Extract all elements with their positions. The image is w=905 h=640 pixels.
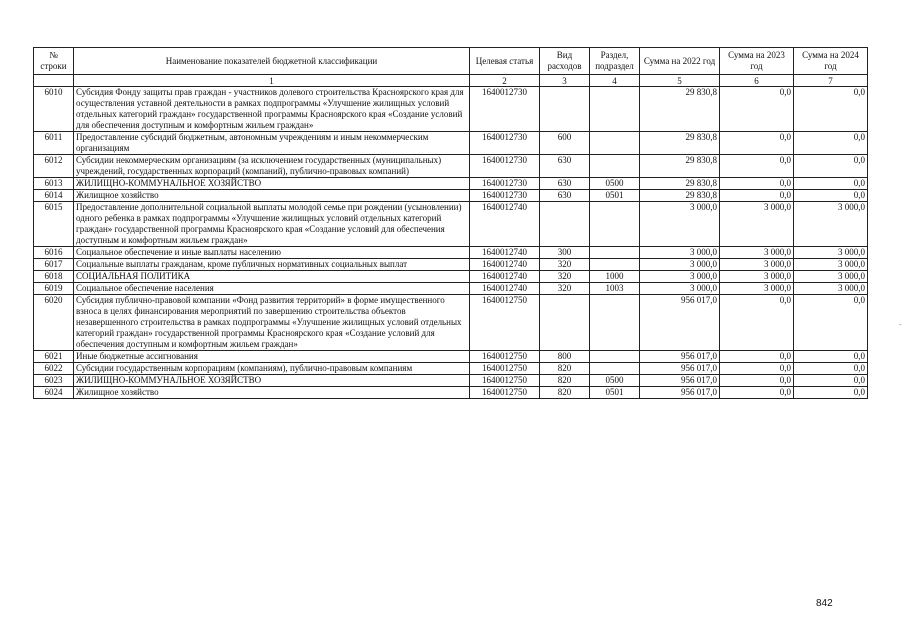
row-number-cell: 6015 xyxy=(34,202,74,247)
target-article-cell: 1640012730 xyxy=(470,155,540,178)
target-article-cell: 1640012750 xyxy=(470,375,540,387)
sum-2023-cell: 3 000,0 xyxy=(720,247,794,259)
indicator-name-cell: СОЦИАЛЬНАЯ ПОЛИТИКА xyxy=(74,271,470,283)
table-row xyxy=(34,375,868,387)
row-number-cell: 6023 xyxy=(34,375,74,387)
target-article-cell: 1640012730 xyxy=(470,178,540,190)
sum-2023-cell: 3 000,0 xyxy=(720,202,794,247)
header-name: Наименование показателей бюджетной классификации xyxy=(74,48,470,75)
target-article-cell: 1640012740 xyxy=(470,271,540,283)
expense-type-cell: 820 xyxy=(540,363,590,375)
sum-2024-cell: 0,0 xyxy=(794,363,868,375)
indicator-name-cell: Субсидия Фонду защиты прав граждан - участников долевого строительства Красноярского края для осуществления уставной деятельности в рамках подпрограммы «Улучшение жилищных условий отдельных категорий граждан» государственной программы Красноярского края «Создание условий для обеспечения доступным и комфортным жильем граждан» xyxy=(74,87,470,132)
sum-2024-cell: 3 000,0 xyxy=(794,202,868,247)
section-cell: 0501 xyxy=(590,190,640,202)
col-number: 6 xyxy=(720,75,794,87)
target-article-cell: 1640012740 xyxy=(470,283,540,295)
budget-table xyxy=(33,47,868,399)
target-article-cell: 1640012750 xyxy=(470,295,540,351)
sum-2023-cell: 0,0 xyxy=(720,155,794,178)
section-cell xyxy=(590,295,640,351)
sum-2024-cell: 0,0 xyxy=(794,87,868,132)
sum-2022-cell: 956 017,0 xyxy=(640,351,720,363)
header-section: Раздел, подраздел xyxy=(590,48,640,75)
row-number-cell: 6019 xyxy=(34,283,74,295)
table-row xyxy=(34,178,868,190)
table-row xyxy=(34,271,868,283)
sum-2022-cell: 956 017,0 xyxy=(640,387,720,399)
row-number-cell: 6021 xyxy=(34,351,74,363)
sum-2023-cell: 0,0 xyxy=(720,132,794,155)
indicator-name-cell: Предоставление дополнительной социальной выплаты молодой семье при рождении (усыновлении) одного ребенка в рамках подпрограммы «Улучшение жилищных условий отдельных категорий граждан» государственной программы Красноярского края «Создание условий для обеспечения доступным и комфортным жильем граждан» xyxy=(74,202,470,247)
expense-type-cell: 630 xyxy=(540,178,590,190)
target-article-cell: 1640012740 xyxy=(470,247,540,259)
table-row xyxy=(34,155,868,178)
section-cell: 1000 xyxy=(590,271,640,283)
sum-2024-cell: 3 000,0 xyxy=(794,271,868,283)
row-number-cell: 6022 xyxy=(34,363,74,375)
row-number-cell: 6016 xyxy=(34,247,74,259)
indicator-name-cell: Социальные выплаты гражданам, кроме публичных нормативных социальных выплат xyxy=(74,259,470,271)
header-row-no: № строки xyxy=(34,48,74,75)
col-number: 5 xyxy=(640,75,720,87)
section-cell xyxy=(590,363,640,375)
expense-type-cell: 600 xyxy=(540,132,590,155)
sum-2023-cell: 0,0 xyxy=(720,363,794,375)
sum-2022-cell: 29 830,8 xyxy=(640,190,720,202)
target-article-cell: 1640012750 xyxy=(470,351,540,363)
sum-2022-cell: 3 000,0 xyxy=(640,271,720,283)
indicator-name-cell: Жилищное хозяйство xyxy=(74,190,470,202)
sum-2024-cell: 3 000,0 xyxy=(794,283,868,295)
indicator-name-cell: Субсидии государственным корпорациям (компаниям), публично-правовым компаниям xyxy=(74,363,470,375)
header-sum-2024: Сумма на 2024 год xyxy=(794,48,868,75)
row-number-cell: 6018 xyxy=(34,271,74,283)
target-article-cell: 1640012740 xyxy=(470,202,540,247)
sum-2023-cell: 0,0 xyxy=(720,387,794,399)
table-row xyxy=(34,202,868,247)
column-number-row xyxy=(34,75,868,87)
header-expense-type: Вид расходов xyxy=(540,48,590,75)
table-row xyxy=(34,190,868,202)
expense-type-cell: 320 xyxy=(540,271,590,283)
sum-2024-cell: 0,0 xyxy=(794,178,868,190)
sum-2022-cell: 3 000,0 xyxy=(640,202,720,247)
sum-2024-cell: 0,0 xyxy=(794,132,868,155)
row-number-cell: 6020 xyxy=(34,295,74,351)
indicator-name-cell: Жилищное хозяйство xyxy=(74,387,470,399)
sum-2022-cell: 29 830,8 xyxy=(640,132,720,155)
sum-2024-cell: 0,0 xyxy=(794,375,868,387)
sum-2022-cell: 29 830,8 xyxy=(640,155,720,178)
table-row xyxy=(34,295,868,351)
section-cell xyxy=(590,351,640,363)
header-sum-2022: Сумма на 2022 год xyxy=(640,48,720,75)
table-row xyxy=(34,259,868,271)
sum-2024-cell: 3 000,0 xyxy=(794,247,868,259)
expense-type-cell xyxy=(540,295,590,351)
table-row xyxy=(34,132,868,155)
row-number-cell: 6014 xyxy=(34,190,74,202)
sum-2023-cell: 3 000,0 xyxy=(720,283,794,295)
sum-2022-cell: 956 017,0 xyxy=(640,295,720,351)
sum-2023-cell: 0,0 xyxy=(720,375,794,387)
col-number: 4 xyxy=(590,75,640,87)
section-cell xyxy=(590,155,640,178)
expense-type-cell: 630 xyxy=(540,155,590,178)
sum-2023-cell: 3 000,0 xyxy=(720,259,794,271)
target-article-cell: 1640012740 xyxy=(470,259,540,271)
col-number: 3 xyxy=(540,75,590,87)
indicator-name-cell: Субсидии некоммерческим организациям (за исключением государственных (муниципальных) учреждений, государственных корпораций (компаний), публично-правовых компаний) xyxy=(74,155,470,178)
expense-type-cell: 630 xyxy=(540,190,590,202)
indicator-name-cell: ЖИЛИЩНО-КОММУНАЛЬНОЕ ХОЗЯЙСТВО xyxy=(74,375,470,387)
row-number-cell: 6011 xyxy=(34,132,74,155)
sum-2023-cell: 0,0 xyxy=(720,87,794,132)
expense-type-cell xyxy=(540,202,590,247)
scan-edge-mark: - xyxy=(899,320,902,329)
sum-2022-cell: 3 000,0 xyxy=(640,247,720,259)
table-row xyxy=(34,363,868,375)
table-body xyxy=(34,87,868,399)
indicator-name-cell: Предоставление субсидий бюджетным, автономным учреждениям и иным некоммерческим организациям xyxy=(74,132,470,155)
target-article-cell: 1640012730 xyxy=(470,87,540,132)
section-cell xyxy=(590,132,640,155)
table-row xyxy=(34,283,868,295)
expense-type-cell: 300 xyxy=(540,247,590,259)
col-number: 2 xyxy=(470,75,540,87)
expense-type-cell: 820 xyxy=(540,375,590,387)
indicator-name-cell: Социальное обеспечение населения xyxy=(74,283,470,295)
col-number: 7 xyxy=(794,75,868,87)
sum-2024-cell: 0,0 xyxy=(794,295,868,351)
expense-type-cell xyxy=(540,87,590,132)
sum-2023-cell: 0,0 xyxy=(720,178,794,190)
sum-2023-cell: 0,0 xyxy=(720,295,794,351)
expense-type-cell: 320 xyxy=(540,283,590,295)
expense-type-cell: 320 xyxy=(540,259,590,271)
row-number-cell: 6017 xyxy=(34,259,74,271)
sum-2024-cell: 3 000,0 xyxy=(794,259,868,271)
indicator-name-cell: Иные бюджетные ассигнования xyxy=(74,351,470,363)
header-row xyxy=(34,48,868,75)
row-number-cell: 6013 xyxy=(34,178,74,190)
table-row xyxy=(34,351,868,363)
sum-2022-cell: 3 000,0 xyxy=(640,259,720,271)
sum-2022-cell: 29 830,8 xyxy=(640,178,720,190)
header-target: Целевая статья xyxy=(470,48,540,75)
indicator-name-cell: Субсидия публично-правовой компании «Фонд развития территорий» в форме имущественного взноса в целях финансирования мероприятий по завершению строительства объектов незавершенного строительства в рамках подпрограммы «Улучшение жилищных условий отдельных категорий граждан» государственной программы Красноярского края «Создание условий для обеспечения доступным и комфортным жильем граждан» xyxy=(74,295,470,351)
sum-2023-cell: 0,0 xyxy=(720,190,794,202)
section-cell: 0500 xyxy=(590,375,640,387)
sum-2024-cell: 0,0 xyxy=(794,387,868,399)
page-number: 842 xyxy=(816,598,833,609)
row-number-cell: 6010 xyxy=(34,87,74,132)
sum-2022-cell: 956 017,0 xyxy=(640,375,720,387)
sum-2023-cell: 0,0 xyxy=(720,351,794,363)
indicator-name-cell: Социальное обеспечение и иные выплаты населению xyxy=(74,247,470,259)
target-article-cell: 1640012730 xyxy=(470,132,540,155)
sum-2022-cell: 956 017,0 xyxy=(640,363,720,375)
section-cell xyxy=(590,202,640,247)
target-article-cell: 1640012730 xyxy=(470,190,540,202)
section-cell: 0501 xyxy=(590,387,640,399)
sum-2022-cell: 3 000,0 xyxy=(640,283,720,295)
row-number-cell: 6012 xyxy=(34,155,74,178)
table-row xyxy=(34,387,868,399)
sum-2024-cell: 0,0 xyxy=(794,155,868,178)
table-row xyxy=(34,87,868,132)
sum-2023-cell: 3 000,0 xyxy=(720,271,794,283)
sum-2024-cell: 0,0 xyxy=(794,351,868,363)
row-number-cell: 6024 xyxy=(34,387,74,399)
section-cell xyxy=(590,87,640,132)
target-article-cell: 1640012750 xyxy=(470,387,540,399)
sum-2022-cell: 29 830,8 xyxy=(640,87,720,132)
section-cell: 1003 xyxy=(590,283,640,295)
col-number: 1 xyxy=(74,75,470,87)
section-cell: 0500 xyxy=(590,178,640,190)
indicator-name-cell: ЖИЛИЩНО-КОММУНАЛЬНОЕ ХОЗЯЙСТВО xyxy=(74,178,470,190)
section-cell xyxy=(590,247,640,259)
expense-type-cell: 820 xyxy=(540,387,590,399)
target-article-cell: 1640012750 xyxy=(470,363,540,375)
header-sum-2023: Сумма на 2023 год xyxy=(720,48,794,75)
sum-2024-cell: 0,0 xyxy=(794,190,868,202)
section-cell xyxy=(590,259,640,271)
expense-type-cell: 800 xyxy=(540,351,590,363)
col-number xyxy=(34,75,74,87)
table-row xyxy=(34,247,868,259)
